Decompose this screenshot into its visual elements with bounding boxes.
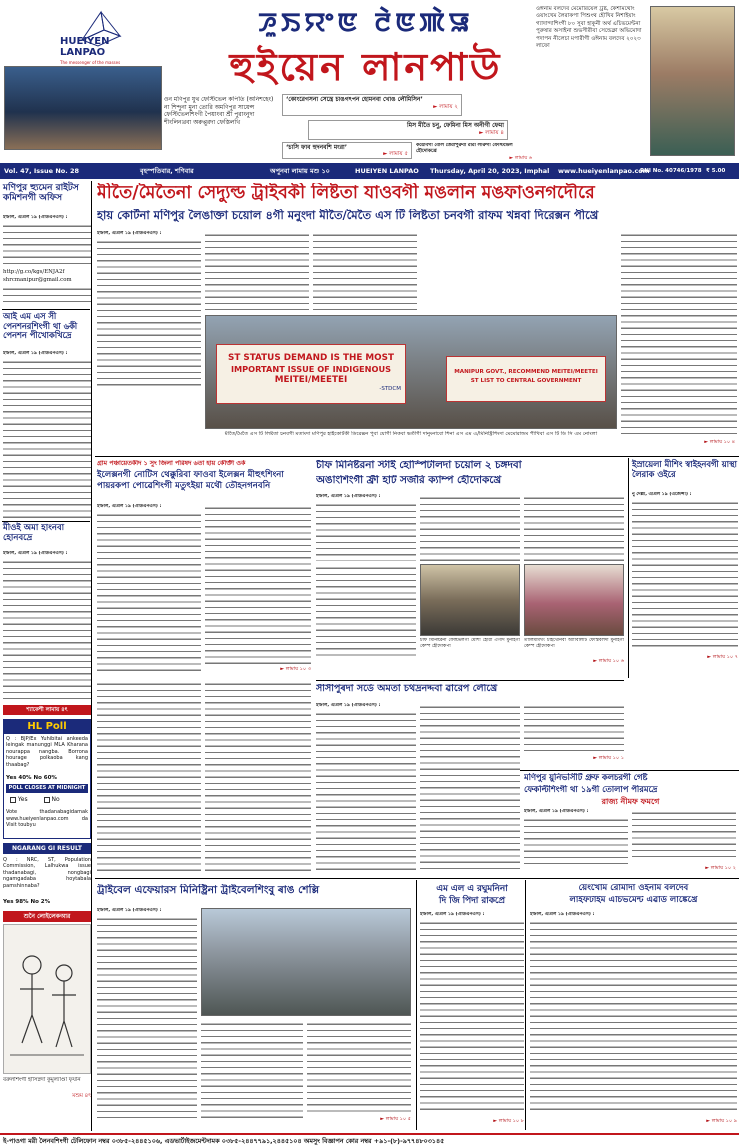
story-heart xyxy=(316,458,624,678)
lead-subheadline[interactable]: হায় কোর্টনা মণিপুর লৈঙাক্তা চয়োল ৪গী মনুংদা মীতৈ/মৈতৈ এস টি লিষ্টতা চনবগী রাফম খন্নবা দিরেক্সন পীখ্রে xyxy=(97,209,599,222)
logo-tagline: The messenger of the masses xyxy=(60,60,121,65)
mla-more[interactable]: ► লামায় ১০ ৮ xyxy=(493,1118,524,1124)
banner-1-line2: IMPORTANT ISSUE OF INDIGENOUS xyxy=(230,364,392,374)
gram-body-col4 xyxy=(205,680,311,876)
rule-below-lead xyxy=(95,456,739,457)
rule-bottom-section xyxy=(95,878,739,879)
csb-more[interactable]: ► লামায় ১০ ১ xyxy=(593,755,624,761)
story-mu xyxy=(520,770,739,876)
israel-body xyxy=(632,499,738,649)
banner-1-line1: ST STATUS DEMAND IS THE MOST xyxy=(228,353,394,363)
israel-headline[interactable]: ইস্রায়েলা মীশিং স্বাইহনবগী য়াস্থা লৈরাক ওইরে xyxy=(632,459,737,479)
poll-question: Q : BJP/Ex Yuhibitai ankeeda leingak manunggi MLA Kharana nourappa nangba. Borrona hourage polkaoba kang thaabag? xyxy=(6,736,88,768)
info-paper: HUEIYEN LANPAO xyxy=(355,167,419,175)
story-mla xyxy=(416,880,526,1130)
tribal-more[interactable]: ► লামায় ১০ ৫ xyxy=(380,1116,411,1122)
israel-more[interactable]: ► লামায় ১০ ৭ xyxy=(707,654,738,660)
mu-headline-1[interactable]: মণিপুর য়ুনিভর্সিটি গ্রুফ কলচরগী গেষ্ট xyxy=(524,773,648,782)
mu-headline-3: রাজ্য নীমফ ফমগে xyxy=(601,797,660,806)
cartoon-figures-icon xyxy=(4,925,90,1073)
mla-headline-2[interactable]: দি জি পিদা রাকপ্রে xyxy=(438,896,506,906)
story-gram xyxy=(95,458,313,678)
info-website[interactable]: www.hueiyenlanpao.com xyxy=(558,167,650,175)
logo-line1: HUEIYEN xyxy=(60,36,110,47)
hospital-headline[interactable]: মীওই অমা হাংনবা হোনবদ্রে xyxy=(3,523,65,543)
teaser-center-4-page: ► লামায় ৬ xyxy=(509,155,532,161)
csb-body-col1 xyxy=(316,710,416,870)
heart-photo-2 xyxy=(524,564,624,636)
lead-more[interactable]: ► লামায় ১০ ৪ xyxy=(704,439,735,445)
mla-dateline: ইম্ফাল, এপ্রিল ১৯ (ঐডিএনএস) : xyxy=(420,912,485,917)
csb-dateline: ইম্ফাল, এপ্রিল ১৯ (ঐডিএনএস) : xyxy=(316,703,381,708)
tribal-photo xyxy=(201,908,411,1016)
hospital-dateline: ইম্ফাল, এপ্রিল ১৯ (ঐডিএনএস) : xyxy=(3,551,68,556)
lead-banner-1 xyxy=(216,344,406,404)
heart-headline-2[interactable]: অঙাংশিংগী ফ্রী হার্ট সর্জরি ক্যাম্প হৌদোকখ্রে xyxy=(316,475,502,486)
lead-body-col3 xyxy=(313,231,417,313)
sayings-drawing xyxy=(3,924,91,1074)
poll-no-label: No xyxy=(51,796,60,803)
teaser-center-1-page: ► লামায় ২ xyxy=(433,104,458,110)
teaser-right-text: ওঈনাম বলদেব মেমোরিয়েল ট্রষ্ট, কৈশামথোং ওয়াংখেম লৈরাকপা পিশুংথ হৌখিব নিশাইয়াং গ্যাদান্দাশিংগী ৮০ সুবা হাকুনী অর্থ এচিভমেন্টনা পুরুষার অসাইনা শুভসীরীবা সেন্ডেক্লা অভিমোদা পদাপন নীলেচা মপারীগী ওঈনাম বলদেব ২০২৩ লাফো xyxy=(536,6,642,50)
teaser-center-2[interactable] xyxy=(308,120,508,140)
lead-body-col2 xyxy=(205,231,309,313)
heart-body-col4 xyxy=(316,564,416,658)
info-center: অপুনবা লামায় মশু ১০ xyxy=(270,167,330,175)
award-dateline: ইম্ফাল, এপ্রিল ১৯ (ঐডিএনএস) : xyxy=(530,912,595,917)
ngarang-votes: Yes 98% No 2% xyxy=(3,899,51,905)
logo-line2: LANPAO xyxy=(60,47,106,58)
csb-body-col3 xyxy=(524,703,624,753)
poll-closes: POLL CLOSES AT MIDNIGHT xyxy=(6,784,88,793)
gram-body-col1 xyxy=(97,511,201,671)
gram-kicker: গ্রাম পঞ্চায়েতকীদ ১ সুং জিলা পরিষদ ৬তা হায় কৌর্ক্তী ওর্ক xyxy=(97,460,246,467)
sayings-title: বরুলশিংগী হাসিস্নদা কুমুল্যাণ্ডা ফৃযনি xyxy=(3,1077,81,1083)
israel-dateline: নু দেল্লী, এপ্রিল ১৯ (এজেন্সী) : xyxy=(632,492,692,497)
heart-photo-1 xyxy=(420,564,520,636)
sidebar-more[interactable]: শ্যাকেশী লামায় ৪ৎ xyxy=(3,705,91,715)
lead-caption: মীতৈ/মৈতৈ এস টি লিষ্টতা চনবগী মতাংদা মণিপুর হাইকোর্টকী ডিরেক্সন পুবা যোগী নিকবা ভতীগী দানুংনাবো শিনা এস এম এ/মিনিষ্ট্রিশিংদা মেমোরান্ডম পীখিবা এস টি ডি সি এম নোংলা xyxy=(224,431,598,437)
story-tribal xyxy=(95,880,413,1130)
sayings-head: শুনৈ লোইলেকআর xyxy=(3,911,91,922)
sayings-sub: মশুম ৪ৎ xyxy=(72,1093,91,1099)
footer-bar xyxy=(0,1133,739,1147)
tribal-dateline: ইম্ফাল, এপ্রিল ১৯ (ঐডিএনএস) : xyxy=(97,908,162,913)
teaser-center-4-text: কয়োবগী বোল তেরাপুরুবা রারী লীরুগী ফেস্টিভেল হৌদোকখ্রে xyxy=(416,143,513,154)
lead-story xyxy=(95,181,739,454)
poll-yes-label: Yes xyxy=(17,796,28,803)
logo xyxy=(60,10,146,68)
masthead-title: হুইয়েন লানপাউ xyxy=(229,45,503,89)
hr-email[interactable]: shrcmanipur@gmail.com xyxy=(3,277,72,283)
poll-no-checkbox[interactable] xyxy=(44,797,50,803)
lead-dateline: ইম্ফাল, এপ্রিল ১৯ (ঐডিএনএস) : xyxy=(97,231,162,236)
award-headline-1[interactable]: য়েংখোম রোমাদা ওইনাম বলদেব xyxy=(578,884,689,893)
hr-link[interactable]: http://g.co/kgs/ENJA2f xyxy=(3,269,65,275)
lead-headline[interactable]: মীতৈ/মৈতৈনা সেদ্যুল্ড ট্রাইবকী লিষ্টতা যাওবগী মঙলান মঙফাওনগদৌরে xyxy=(97,183,595,203)
pension-headline[interactable]: আই এম এস সী পেনশনরশিংগী থা ৬কী পেনশন পীখোকখিদ্রে xyxy=(3,311,78,341)
mla-body xyxy=(420,919,524,1115)
info-day: বৃহস্পতিবার, শণিবার xyxy=(140,167,194,175)
heart-headline-1[interactable]: চীফ মিনিষ্টরনা স্টাই হোস্পিটালদা চয়োল ২ চঙ্গদবা xyxy=(316,460,522,471)
teaser-center-3-page: ► লামায় ৫ xyxy=(383,151,408,157)
hr-body xyxy=(3,222,91,266)
hr-headline[interactable]: মণিপুর হ্যুমেন রাইটস কমিশনগী অফিস xyxy=(3,183,79,204)
teaser-center-4[interactable] xyxy=(414,142,534,159)
heart-caption-2: তালিমীমখং চাইথৌনবা অ্যাবিলিটি ফেস্তিবলদা মুনাইগী কেম্প হৌদোকপা xyxy=(524,638,624,650)
pension-body xyxy=(3,358,91,518)
lead-body-col4 xyxy=(621,231,737,436)
teaser-center-3-text: ‘চাসি ফাব হুদনবশি মংরা’ xyxy=(286,144,348,151)
teaser-center-3[interactable] xyxy=(282,142,412,159)
info-date: Thursday, April 20, 2023, Imphal xyxy=(430,167,550,175)
mu-more[interactable]: ► লামায় ১০ ২ xyxy=(705,865,736,871)
heart-more[interactable]: ► লামায় ১০ ৬ xyxy=(593,658,624,664)
pension-dateline: ইম্ফাল, এপ্রিল ১৯ (ঐডিএনএস) : xyxy=(3,351,68,356)
banner-1-line3: MEITEI/MEETEI xyxy=(274,375,348,385)
award-more[interactable]: ► লামায় ১০ ৯ xyxy=(706,1118,737,1124)
banner-2-line1: MANIPUR GOVT., RECOMMEND MEITEI/MEETEI xyxy=(454,369,598,375)
award-body xyxy=(530,919,737,1115)
poll-options xyxy=(10,796,88,806)
ngarang-question: Q : NRC, ST, Population Commission, Lalhukwa issue thadanabagi, nongbagi ngamgadaba hoytabala pamshinnaba? xyxy=(3,857,91,889)
banner-2-line2: ST LIST TO CENTRAL GOVERNMENT xyxy=(470,378,582,384)
mu-body-col1 xyxy=(524,816,628,868)
lead-banner-2 xyxy=(446,356,606,402)
tribal-headline[interactable]: ট্রাইবেল এফেয়ারস মিনিষ্ট্রিনা ট্রাইবেলশিংবু ৰাঙ শেল্লি xyxy=(97,884,320,896)
heart-body-col2 xyxy=(420,494,520,561)
mu-dateline: ইম্ফাল, এপ্রিল ১৯ (ঐডিএনএস) : xyxy=(524,809,589,814)
teaser-center-1-text: ‘কোংরেগসনা সেন্ত্রে চাঙগৎপন হোমনবা খোঙ লৌমিসিন’ xyxy=(286,96,423,103)
tribal-body-col1 xyxy=(97,915,197,1120)
mla-headline-1[interactable]: এম এল এ রঘুমনিনা xyxy=(436,884,508,894)
poll-box xyxy=(3,719,91,839)
hospital-body xyxy=(3,558,91,703)
sidebar-rule-2 xyxy=(2,521,90,522)
tribal-body-col3 xyxy=(307,1020,411,1112)
gram-more[interactable]: ► লামায় ১০ ৩ xyxy=(280,666,311,672)
gram-body-col2 xyxy=(205,504,311,664)
info-bar xyxy=(0,163,739,179)
story-award xyxy=(528,880,739,1130)
poll-yes-checkbox[interactable] xyxy=(10,797,16,803)
csb-headline[interactable]: সীসীপুৰদা সৰ্ডে অমতা চথদ্রনদ্দবা ৱারেপ লৌখ্রে xyxy=(316,684,498,694)
sidebar xyxy=(0,181,92,1131)
hr-dateline: ইম্ফাল, এপ্রিল ১৯ (ঐডিএনএস) : xyxy=(3,215,68,220)
info-rni: RNI No. 40746/1978 xyxy=(640,168,702,174)
gram-dateline: ইম্ফাল, এপ্রিল ১৯ (ঐডিএনএস) : xyxy=(97,504,162,509)
banner-1-org: -STDCM xyxy=(379,386,401,392)
footer-text: ই-পাওগা মরী লৈনবশিংগী টেলিফোন নম্বর ০৩৮৫-২৪৪৫১০৬, এডভার্টাইজমেন্টদামক ০৩৮৫-২৪৪৭৭৯১,২৪৪৫১০৪ অমসুং বিজ্ঞাপন কোর নম্বর +৯১-(৮)-৯৭৭৪৮০৩১৪৫ xyxy=(3,1137,445,1145)
lead-body-col1 xyxy=(97,238,201,388)
gram-headline[interactable]: ইলেক্সনগী নোটিস থেক্কুরিবা ফাওবা ইলেক্সন মীহুৎশিংনা পায়রকপা পোৱেশিংগী মতুৎইয়া মথৌ তৌহনগনবনি xyxy=(97,470,284,491)
info-vol: Vol. 47, Issue No. 28 xyxy=(4,167,80,175)
mu-headline-2[interactable]: ফেকল্টিশিংগী থা ১৯গী তোলাপ পীরমদ্রে xyxy=(524,785,658,794)
teaser-center-2-page: ► লামায় ৪ xyxy=(479,130,504,136)
masthead xyxy=(0,0,739,162)
tribal-body-col2 xyxy=(201,1020,303,1120)
heart-body-col1 xyxy=(316,501,416,561)
poll-votes: Yes 40% No 60% xyxy=(6,775,57,781)
heart-dateline: ইম্ফাল, এপ্রিল ১৯ (ঐডিএনএস) : xyxy=(316,494,381,499)
teaser-right-photo xyxy=(650,6,735,156)
teaser-left-photo xyxy=(4,66,162,150)
teaser-center-1[interactable] xyxy=(282,94,462,116)
ngarang-head: NGARANG GI RESULT xyxy=(3,843,91,854)
heart-caption-1: চীফ মিনিষ্টরনা ফেষ্টিভলগী মোশী হৌরা ঐগীদ মুনাইগী কেম্প হৌদোকপা xyxy=(420,638,520,650)
story-israel xyxy=(628,458,739,678)
csb-body-col2 xyxy=(420,703,520,870)
hr-body-2 xyxy=(3,285,91,305)
teaser-left-text: ওন মণিপুর যুথ ফেস্টিভেল কপিতি (অনিশহেং) না শিন্দুনা মুনা তোরি অমণিপুর সায়েন্স ফেস্টিভেলশিংগী পৈয়াংবা শ্রী পুরাংনুদা শীংলিনখ্রবা অরুপ্পুরদা ফেস্তিলখি xyxy=(164,96,274,126)
sidebar-rule-1 xyxy=(2,309,90,310)
teaser-center-2-text: মিস মীতৈ চনু, ফেমিনা মিস অনীগী ফেমা xyxy=(407,122,504,129)
lead-photo xyxy=(205,315,617,429)
poll-vote-line[interactable]: Vote thadanabagidamak www.hueiyenlanpao.com da Visit toubyu xyxy=(6,809,88,828)
mu-body-col2 xyxy=(632,809,736,861)
masthead-script-title: ꯍꯨꯏꯌꯦꯟ ꯂꯥꯟꯄꯥꯎ xyxy=(258,8,474,38)
info-price: ₹ 5.00 xyxy=(706,168,726,174)
heart-body-col3 xyxy=(524,494,624,561)
gram-body-col3 xyxy=(97,680,201,876)
award-headline-2[interactable]: লাইফটাইম এচিভমেন্ট এৱার্ড লাঙ্কেখ্রে xyxy=(569,896,698,905)
poll-logo: HL Poll xyxy=(4,720,90,734)
